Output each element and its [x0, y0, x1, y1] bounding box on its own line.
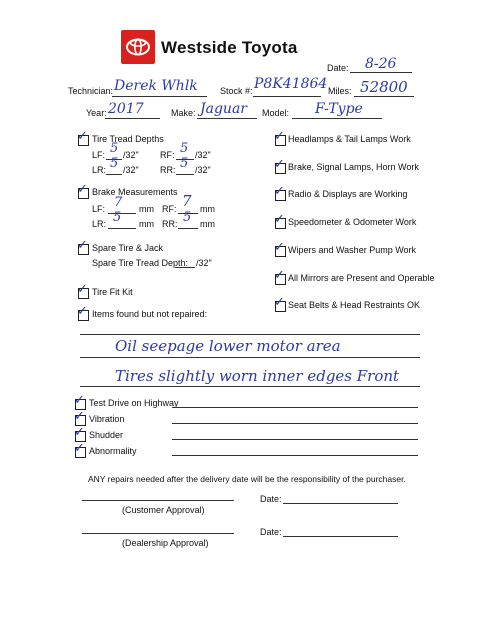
tire-rf-value: 5 — [180, 141, 189, 156]
brake-lr-unit: mm — [139, 219, 154, 229]
tire-lr-label: LR: — [92, 165, 107, 175]
technician-label: Technician: — [68, 86, 114, 96]
spare-depth-label: Spare Tire Tread Depth: — [92, 258, 189, 268]
brake-lf-value: 7 — [114, 195, 123, 210]
tire-rf-label: RF: — [160, 150, 175, 160]
year-line — [105, 118, 160, 119]
vibration-line — [172, 423, 418, 424]
tire-tread-label: Tire Tread Depths — [92, 134, 164, 144]
customer-date-label: Date: — [260, 494, 282, 504]
check-mark-icon: ✓ — [77, 304, 88, 319]
note-2: Tires slightly worn inner edges Front — [115, 367, 400, 385]
dealership-date-line[interactable] — [283, 536, 398, 537]
tire-rr-unit: /32" — [195, 165, 211, 175]
check-mark-icon: ✓ — [274, 129, 285, 144]
test-drive-line — [172, 407, 418, 408]
stock-line — [253, 96, 321, 97]
make-line — [197, 118, 257, 119]
brake-rr-label: RR: — [162, 219, 178, 229]
model-label: Model: — [262, 108, 290, 118]
tire-lf-value: 5 — [110, 141, 119, 156]
toyota-logo — [121, 30, 155, 64]
spare-depth-line — [175, 267, 195, 268]
tire-fit-kit-label: Tire Fit Kit — [92, 287, 133, 297]
toyota-emblem-icon — [121, 30, 155, 64]
abnormality-line — [172, 455, 418, 456]
shudder-label: Shudder — [89, 430, 124, 440]
brake-rr-line — [178, 228, 198, 229]
miles-value: 52800 — [360, 78, 408, 96]
check-mark-icon: ✓ — [74, 409, 85, 424]
tire-rr-value: 5 — [180, 156, 189, 171]
check-mark-icon: ✓ — [274, 295, 285, 310]
vibration-label: Vibration — [89, 414, 125, 424]
brake-lr-label: LR: — [92, 219, 107, 229]
tire-lf-label: LF: — [92, 150, 106, 160]
notes-line — [80, 357, 420, 358]
tire-lr-unit: /32" — [123, 165, 139, 175]
check-mark-icon: ✓ — [274, 240, 285, 255]
abnormality-label: Abnormality — [89, 446, 137, 456]
brake-lr-line — [108, 228, 136, 229]
seat-belts-label: Seat Belts & Head Restraints OK — [288, 300, 421, 310]
tire-rr-line — [176, 174, 194, 175]
radio-displays-label: Radio & Displays are Working — [288, 189, 408, 199]
brake-rf-value: 7 — [182, 192, 192, 210]
model-line — [292, 118, 382, 119]
check-mark-icon: ✓ — [274, 157, 285, 172]
spare-depth-unit: /32" — [196, 258, 212, 268]
tire-rr-label: RR: — [160, 165, 176, 175]
technician-value: Derek Whlk — [114, 78, 198, 94]
note-1: Oil seepage lower motor area — [115, 337, 341, 355]
date-line — [350, 72, 412, 73]
customer-signature-line[interactable] — [82, 500, 234, 501]
disclaimer-text: ANY repairs needed after the delivery date will be the responsibility of the purchaser. — [88, 474, 406, 484]
miles-label: Miles: — [328, 86, 352, 96]
notes-line — [80, 334, 420, 335]
customer-approval-label: (Customer Approval) — [122, 505, 205, 515]
brake-lf-label: LF: — [92, 204, 106, 214]
brake-rr-unit: mm — [200, 219, 215, 229]
headlamps-label: Headlamps & Tail Lamps Work — [288, 134, 411, 144]
dealership-date-label: Date: — [260, 527, 282, 537]
check-mark-icon: ✓ — [77, 238, 88, 253]
customer-date-line[interactable] — [283, 503, 398, 504]
test-drive-label: Test Drive on Highway — [89, 398, 179, 408]
check-mark-icon: ✓ — [274, 268, 285, 283]
brake-rr-value: 5 — [183, 210, 192, 225]
check-mark-icon: ✓ — [74, 393, 85, 408]
stock-value: P8K41864 — [254, 76, 328, 92]
check-mark-icon: ✓ — [274, 184, 285, 199]
brake-lr-value: 5 — [113, 210, 122, 225]
items-found-label: Items found but not repaired: — [92, 309, 208, 319]
tire-lr-value: 5 — [110, 156, 119, 171]
brake-lf-unit: mm — [139, 204, 154, 214]
make-label: Make: — [171, 108, 196, 118]
year-label: Year: — [86, 108, 107, 118]
dealership-signature-line[interactable] — [82, 533, 234, 534]
check-mark-icon: ✓ — [74, 425, 85, 440]
year-value: 2017 — [108, 101, 144, 117]
check-mark-icon: ✓ — [274, 212, 285, 227]
check-mark-icon: ✓ — [74, 441, 85, 456]
dealership-approval-label: (Dealership Approval) — [122, 538, 209, 548]
brake-rf-label: RF: — [162, 204, 177, 214]
tire-lf-unit: /32" — [123, 150, 139, 160]
speedometer-label: Speedometer & Odometer Work — [288, 217, 417, 227]
make-value: Jaguar — [200, 101, 247, 117]
notes-line — [80, 386, 420, 387]
brake-label: Brake Measurements — [92, 187, 178, 197]
model-value: F-Type — [315, 101, 363, 117]
date-value: 8-26 — [365, 56, 397, 72]
shudder-line — [172, 439, 418, 440]
check-mark-icon: ✓ — [77, 182, 88, 197]
spare-tire-label: Spare Tire & Jack — [92, 243, 164, 253]
technician-line — [112, 96, 207, 97]
brake-rf-unit: mm — [200, 204, 215, 214]
tire-lr-line — [106, 174, 122, 175]
tire-rf-unit: /32" — [195, 150, 211, 160]
dealer-name: Westside Toyota — [161, 38, 298, 57]
date-label: Date: — [327, 63, 349, 73]
check-mark-icon: ✓ — [77, 282, 88, 297]
check-mark-icon: ✓ — [77, 129, 88, 144]
miles-line — [354, 96, 414, 97]
wipers-label: Wipers and Washer Pump Work — [288, 245, 417, 255]
mirrors-label: All Mirrors are Present and Operable — [288, 273, 435, 283]
brake-signal-label: Brake, Signal Lamps, Horn Work — [288, 162, 419, 172]
stock-label: Stock #: — [220, 86, 253, 96]
